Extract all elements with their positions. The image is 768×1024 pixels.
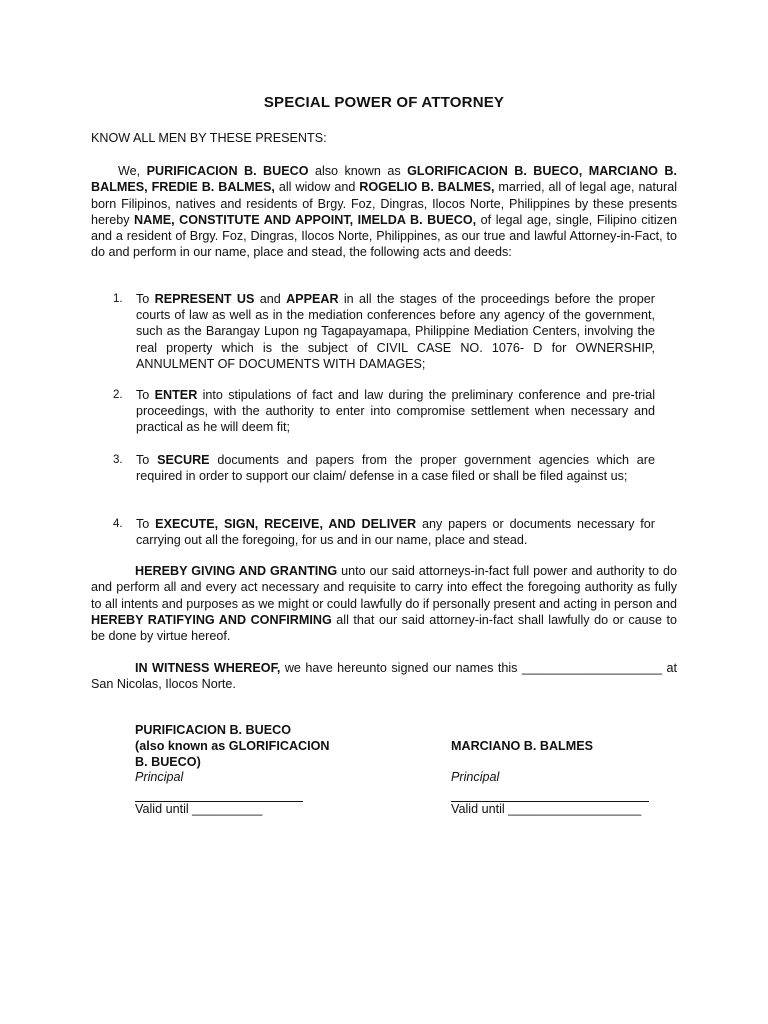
- item-text: [136, 452, 655, 484]
- intro-paragraph: [91, 163, 677, 261]
- granting-text: unto our said attorneys-in-fact full power and authority to do and perform all and every act necessary and requisite to carry into effect the foregoing authority as fully to all intents and purposes as we might or could lawfully do if personally present and acting in person and: [91, 564, 677, 611]
- list-item: [91, 387, 677, 436]
- valid-blank: ___________________: [508, 802, 642, 816]
- witness-text: we have hereunto signed our names this: [280, 661, 522, 675]
- item-text: [136, 291, 655, 372]
- signatory-alias: B. BUECO): [135, 755, 201, 770]
- signatory-alias: (also known as GLORIFICACION: [135, 739, 330, 754]
- signatory-name: MARCIANO B. BALMES: [451, 739, 594, 753]
- intro-text: also known as: [308, 164, 408, 178]
- item-text-part: To: [136, 388, 155, 402]
- intro-bold: NAME, CONSTITUTE AND APPOINT, IMELDA B. BUECO,: [134, 212, 477, 227]
- item-bold: SECURE: [157, 453, 210, 467]
- valid-until-right: [451, 802, 641, 816]
- list-item: [91, 516, 677, 548]
- item-text-part: in all the stages of the proceedings before the proper courts of law as well as in the mediation conferences before any agency of the government, such as the Barangay Lupon ng Tagapayamapa, Philippine Mediation Centers, involving the real property which is the subject of CIVIL CASE NO. 1076- D for OWNERSHIP, ANNULMENT OF DOCUMENTS WITH DAMAGES;: [136, 292, 655, 371]
- intro-bold: ROGELIO B. BALMES,: [359, 180, 495, 195]
- item-text-part: and: [254, 292, 287, 306]
- item-text-part: To: [136, 453, 158, 467]
- granting-paragraph: [91, 563, 677, 644]
- date-blank: ____________________: [521, 661, 663, 675]
- item-text-part: any papers or documents necessary for carrying out all the foregoing, for us and in our name, place and stead.: [136, 517, 655, 548]
- granting-text: all that our said attorney-in-fact shall lawfully do or cause to be done by virtue hereof.: [91, 612, 677, 644]
- signatory-left-name: [135, 722, 365, 771]
- item-text: [136, 516, 655, 548]
- valid-blank: __________: [192, 802, 263, 816]
- intro-text: of legal age, single, Filipino citizen and a resident of Brgy. Foz, Dingras, Ilocos Norte, Philippines, as our true and lawful Attorney-in-Fact, to do and perform in our name, place and stead, the following acts and deeds:: [91, 212, 677, 260]
- signatory-name: PURIFICACION B. BUECO: [135, 723, 292, 737]
- item-number: 2.: [113, 389, 123, 401]
- item-number: 1.: [113, 293, 123, 305]
- list-item: [91, 452, 677, 484]
- intro-text: We,: [118, 164, 147, 178]
- document-title: SPECIAL POWER OF ATTORNEY: [263, 94, 505, 111]
- granting-bold: HEREBY GIVING AND GRANTING: [135, 564, 338, 578]
- item-bold: APPEAR: [286, 292, 339, 306]
- item-number: 3.: [113, 454, 123, 466]
- item-bold: ENTER: [154, 388, 198, 402]
- item-text-part: To: [136, 517, 156, 531]
- intro-bold: PURIFICACION B. BUECO: [146, 164, 309, 178]
- item-text-part: documents and papers from the proper government agencies which are required in order to support our claim/ defense in a case filed or shall be filed against us;: [136, 453, 655, 484]
- witness-bold: IN WITNESS WHEREOF,: [135, 661, 281, 675]
- item-number: 4.: [113, 518, 123, 530]
- item-text-part: into stipulations of fact and law during the preliminary conference and pre-trial proceedings, with the authority to enter into compromise settlement when necessary and practical as he will deem fit;: [136, 388, 655, 435]
- intro-text: married, all of legal age, natural born Filipinos, natives and residents of Brgy. Foz, Dingras, Ilocos Norte, Philippines by these presents hereby: [91, 180, 677, 227]
- valid-label: Valid until: [135, 802, 189, 816]
- item-bold: EXECUTE, SIGN, RECEIVE, AND DELIVER: [155, 517, 417, 531]
- signatory-role: Principal: [135, 770, 184, 784]
- item-text: [136, 387, 655, 436]
- intro-bold: GLORIFICACION B. BUECO, MARCIANO B. BALMES, FREDIE B. BALMES,: [91, 164, 677, 195]
- list-item: [91, 291, 677, 372]
- granting-bold: HEREBY RATIFYING AND CONFIRMING: [91, 612, 332, 627]
- intro-text: all widow and: [274, 180, 360, 195]
- item-bold: REPRESENT US: [154, 292, 255, 306]
- valid-label: Valid until: [451, 802, 505, 816]
- signatory-right-name: [451, 738, 681, 754]
- item-text-part: To: [136, 292, 155, 306]
- witness-text: at San Nicolas, Ilocos Norte.: [91, 661, 677, 692]
- witness-paragraph: [91, 660, 677, 693]
- valid-until-left: [135, 802, 262, 816]
- signatory-role: Principal: [451, 770, 500, 784]
- opening-line: KNOW ALL MEN BY THESE PRESENTS:: [91, 131, 327, 145]
